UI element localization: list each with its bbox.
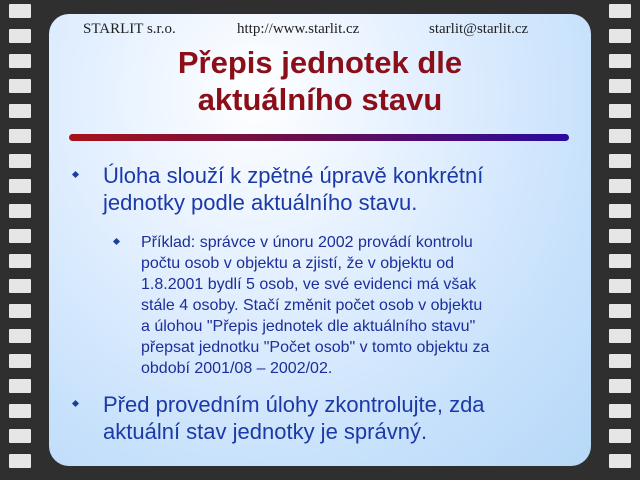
film-hole [609,429,631,443]
bullet-line: a úlohou "Přepis jednotek dle aktuálního stavu" [141,318,476,335]
slide-title [49,44,591,118]
bullet-line: období 2001/08 – 2002/02. [141,360,333,377]
film-hole [9,279,31,293]
film-hole [609,104,631,118]
film-hole [609,204,631,218]
film-hole [609,129,631,143]
film-hole [609,154,631,168]
bullet-line: jednotky podle aktuálního stavu. [103,190,418,215]
film-hole [9,154,31,168]
bullet-line: Před provedním úlohy zkontrolujte, zda [103,392,485,417]
film-hole [609,4,631,18]
film-hole [609,179,631,193]
title-divider [69,134,569,141]
film-hole [9,429,31,443]
bullet-line: stále 4 osoby. Stačí změnit počet osob v objektu [141,297,483,314]
company-name: STARLIT s.r.o. [83,21,176,37]
film-hole [609,304,631,318]
film-hole [9,79,31,93]
film-hole [609,329,631,343]
bullet-text [103,162,483,216]
film-hole [9,254,31,268]
bullet-line: 1.8.2001 bydlí 5 osob, ve své evidenci má však [141,276,477,293]
film-hole [9,229,31,243]
film-hole [9,329,31,343]
film-hole [9,379,31,393]
film-hole [609,454,631,468]
film-hole [9,4,31,18]
film-hole [609,404,631,418]
slide-panel [49,14,591,466]
film-hole [609,379,631,393]
slide-title-line: aktuálního stavu [197,82,443,117]
film-hole [609,229,631,243]
bullet-line: Úloha slouží k zpětné úpravě konkrétní [103,163,484,188]
slide-header [49,21,591,43]
film-hole [9,54,31,68]
film-hole [9,354,31,368]
film-hole [609,29,631,43]
film-hole [9,104,31,118]
film-hole [609,354,631,368]
bullet-diamond-icon [72,400,79,407]
film-hole [9,404,31,418]
company-url: http://www.starlit.cz [237,21,360,37]
film-hole [609,54,631,68]
bullet-diamond-icon [72,171,79,178]
film-hole [9,304,31,318]
film-strip-right [600,0,640,480]
bullet-diamond-icon [113,238,120,245]
company-email: starlit@starlit.cz [429,21,529,37]
slide-title-line: Přepis jednotek dle [177,45,463,80]
bullet-line: aktuální stav jednotky je správný. [103,419,428,444]
film-hole [9,179,31,193]
film-strip-left [0,0,40,480]
bullet-line: Příklad: správce v únoru 2002 provádí kontrolu [141,234,473,251]
bullet-line: počtu osob v objektu a zjistí, že v objektu od [141,255,455,272]
bullet-text [103,391,485,445]
film-hole [609,254,631,268]
film-hole [9,129,31,143]
film-hole [9,204,31,218]
film-hole [9,454,31,468]
film-hole [609,79,631,93]
film-hole [9,29,31,43]
film-hole [609,279,631,293]
sub-bullet-text [141,232,489,379]
bullet-line: přepsat jednotku "Počet osob" v tomto objektu za [141,339,490,356]
